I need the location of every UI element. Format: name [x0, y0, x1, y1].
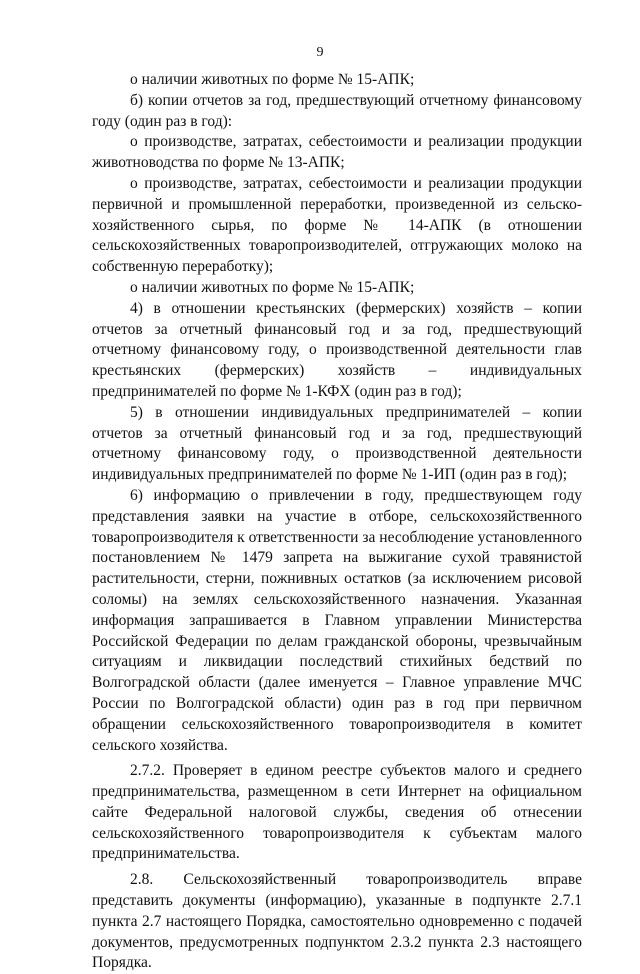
paragraph-item-6-fire-ban: 6) информацию о привлечении в году, предшествующем году представления заявки на участие в отборе, сельскохозяйственного товаропроизводителя к ответственности за несоблюдение установленного постановлением № 1479 запрета на выжигание сухой травянистой растительности, стерни, пожнивных остатков (за исключением рисовой соломы) на землях сельскохозяйственного назначения. Указанная информация запрашивается в Главном управлении Министерства Российской Федерации по делам гражданской обороны, чрезвычайным ситуациям и ликвидации последствий стихийных бедствий по Волгоградской области (далее именуется – Главное управление МЧС России по Волгоградской области) один раз в год при первичном обращении сельскохозяйственного товаропроизводителя в комитет сельского хозяйства.: [92, 486, 582, 754]
paragraph-item-5-entrepreneurs: 5) в отношении индивидуальных предпринимателей – копии отчетов за отчетный финансовый год и за год, предшествующий отчетному финансовому году, о производственной деятельности индивидуальных предпринимателей по форме № 1-ИП (один раз в год);: [92, 403, 582, 484]
page-number: 9: [316, 45, 324, 60]
document-body: [92, 70, 582, 974]
paragraph-form-13-apk: о производстве, затратах, себестоимости и реализации продукции животноводства по форме № 13-АПК;: [92, 133, 582, 172]
paragraph-2-7-2-registry: 2.7.2. Проверяет в едином реестре субъектов малого и среднего предпринимательства, размещенном в сети Интернет на официальном сайте Федеральной налоговой службы, сведения об отнесении сельскохозяйственного товаропроизводителя к субъектам малого предпринимательства.: [92, 762, 582, 863]
paragraph-form-14-apk: о производстве, затратах, себестоимости и реализации продукции первичной и промышленной переработки, произведенной из сельско-хозяйственного сырья, по форме № 14-АПК (в отношении сельскохозяйственных товаропроизводителей, отгружающих молоко на собственную переработку);: [92, 174, 582, 276]
paragraph-livestock-form-15-repeat: о наличии животных по форме № 15-АПК;: [130, 278, 415, 296]
paragraph-item-4-farms: 4) в отношении крестьянских (фермерских) хозяйств – копии отчетов за отчетный финансовый год и за год, предшествующий отчетному финансовому году, о производственной деятельности глав крестьянских (фермерских) хозяйств – индивидуальных предпринимателей по форме № 1-КФХ (один раз в год);: [92, 299, 582, 400]
paragraph-livestock-form-15: о наличии животных по форме № 15-АПК;: [130, 71, 415, 88]
paragraph-2-8-documents: 2.8. Сельскохозяйственный товаропроизводитель вправе представить документы (информацию), указанные в подпункте 2.7.1 пункта 2.7 настоящего Порядка, самостоятельно одновременно с подачей документов, предусмотренных подпунктом 2.3.2 пункта 2.3 настоящего Порядка.: [92, 871, 582, 972]
paragraph-item-b-reports: б) копии отчетов за год, предшествующий отчетному финансовому году (один раз в год):: [92, 91, 582, 130]
